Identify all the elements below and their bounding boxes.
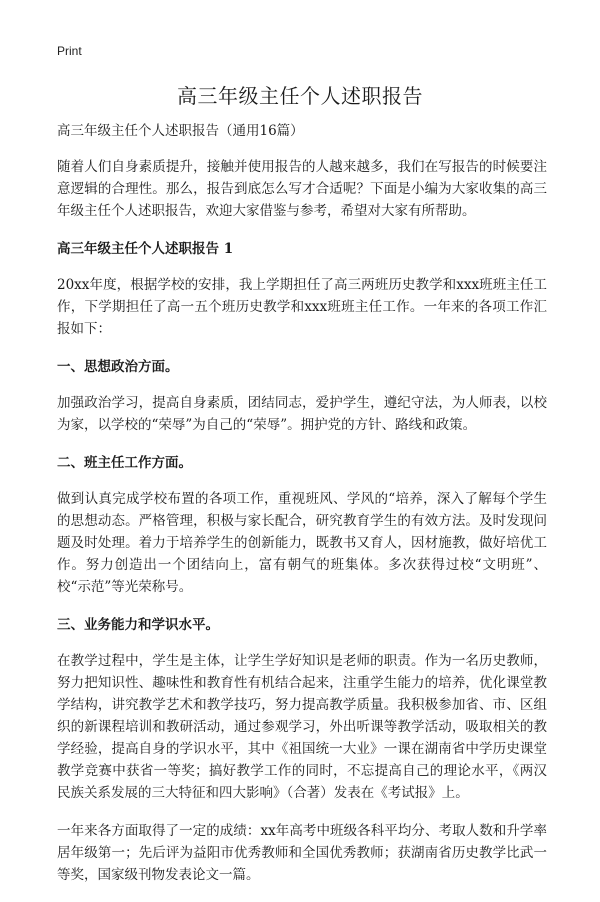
document-body [57, 120, 547, 902]
head-teacher-paragraph: 做到认真完成学校布置的各项工作，重视班风、学风的“培养，深入了解每个学生的思想动态。严格管理，积极与家长配合，研究教育学生的有效方法。及时发现问题及时处理。着力于培养学生的创新能力，既教书又育人，因材施教，做好培优工作。努力创造出一个团结向上，富有朝气的班集体。多次获得过校“文明班”、校“示范”等光荣称号。 [57, 491, 547, 595]
ability-heading: 三、业务能力和学识水平。 [57, 617, 219, 633]
results-paragraph: 一年来各方面取得了一定的成绩：xx年高考中班级各科平均分、考取人数和升学率居年级第一；先后评为益阳市优秀教师和全国优秀教师；获湖南省历史教学比武一等奖，国家级刊物发表论文一篇。 [57, 823, 547, 883]
head-teacher-heading: 二、班主任工作方面。 [57, 455, 192, 471]
page-title: 高三年级主任个人述职报告 [177, 84, 423, 108]
section-heading: 高三年级主任个人述职报告 1 [57, 241, 234, 257]
intro-paragraph: 随着人们自身素质提升，接触并使用报告的人越来越多，我们在写报告的时候要注意逻辑的合理性。那么，报告到底怎么写才合适呢？下面是小编为大家收集的高三年级主任个人述职报告，欢迎大家借鉴与参考，希望对大家有所帮助。 [57, 159, 547, 219]
print-link[interactable]: Print [57, 44, 82, 58]
politics-heading: 一、思想政治方面。 [57, 359, 179, 375]
politics-paragraph: 加强政治学习，提高自身素质，团结同志，爱护学生，遵纪守法，为人师表，以校为家，以学校的“荣辱”为自己的“荣辱”。拥护党的方针、路线和政策。 [57, 395, 547, 433]
document-subtitle: 高三年级主任个人述职报告（通用16篇） [57, 123, 304, 139]
overview-paragraph: 20xx年度，根据学校的安排，我上学期担任了高三两班历史教学和xxx班班主任工作，下学期担任了高一五个班历史教学和xxx班班主任工作。一年来的各项工作汇报如下： [57, 277, 547, 337]
ability-paragraph: 在教学过程中，学生是主体，让学生学好知识是老师的职责。作为一名历史教师，努力把知识性、趣味性和教育性有机结合起来，注重学生能力的培养，优化课堂教学结构，讲究教学艺术和教学技巧，努力提高教学质量。我积极参加省、市、区组织的新课程培训和教研活动，通过参观学习，外出听课等教学活动，吸取相关的教学经验，提高自身的学识水平，其中《祖国统一大业》一课在湖南省中学历史课堂教学竞赛中获省一等奖；搞好教学工作的同时，不忘提高自己的理论水平，《两汉民族关系发展的三大特征和四大影响》（合著）发表在《考试报》上。 [57, 653, 547, 801]
